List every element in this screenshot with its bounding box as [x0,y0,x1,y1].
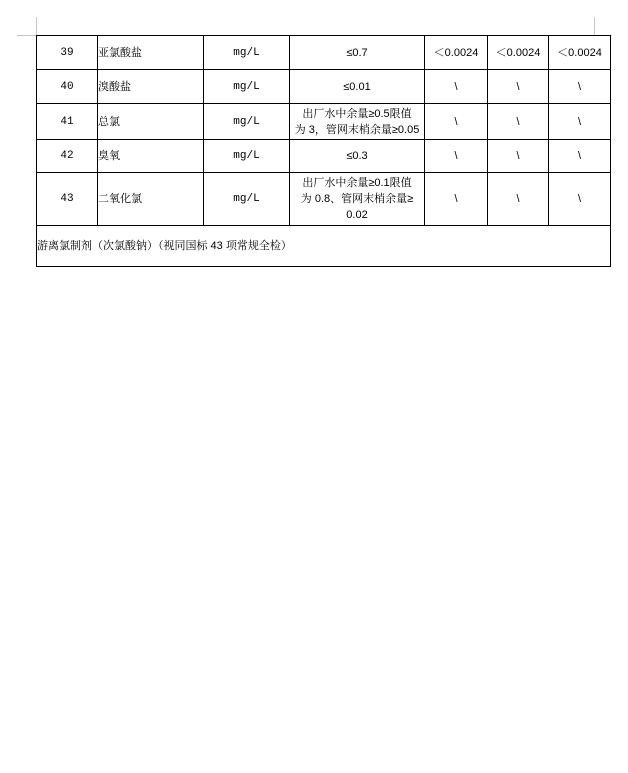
result-cell: ＜0.0024 [488,36,549,70]
item-number: 43 [37,173,98,226]
limit-line: ≤0.7 [346,46,368,59]
item-name: 总氯 [98,104,204,140]
item-unit: mg/L [204,36,290,70]
limit-line: 为 0.8、管网末梢余量≥ [300,193,414,205]
item-name: 二氧化氯 [98,173,204,226]
limit-line: 出厂水中余量≥0.1限值 [302,177,412,189]
item-limit [290,140,425,173]
result-cell: \ [425,104,488,140]
limit-line: ≤0.01 [343,80,371,93]
item-number: 40 [37,70,98,104]
result-cell: \ [425,70,488,104]
table-note-row [37,226,611,267]
item-unit: mg/L [204,70,290,104]
table-row [37,36,611,70]
item-name: 溴酸盐 [98,70,204,104]
table-row [37,104,611,140]
item-limit [290,70,425,104]
table-row [37,173,611,226]
limit-line: 出厂水中余量≥0.5限值 [302,107,412,120]
item-number: 39 [37,36,98,70]
crop-mark-top-left-horizontal [17,35,36,36]
item-limit [290,104,425,140]
result-cell: \ [549,104,611,140]
limit-line: ≤0.3 [346,150,368,162]
item-name: 亚氯酸盐 [98,36,204,70]
result-cell: \ [488,173,549,226]
item-number: 42 [37,140,98,173]
result-cell: \ [549,70,611,104]
result-cell: ＜0.0024 [549,36,611,70]
result-cell: \ [425,140,488,173]
item-limit [290,173,425,226]
item-unit: mg/L [204,173,290,226]
table-note: 游离氯制剂（次氯酸钠）（视同国标 43 项常规全检） [37,226,611,267]
crop-mark-top-left-vertical [36,17,37,35]
limit-line: 0.02 [346,209,368,221]
item-number: 41 [37,104,98,140]
table-row [37,70,611,104]
table-row [37,140,611,173]
item-limit [290,36,425,70]
result-cell: \ [488,104,549,140]
result-cell: \ [549,140,611,173]
crop-mark-top-right-vertical [594,17,595,35]
result-cell: \ [549,173,611,226]
result-cell: \ [425,173,488,226]
result-cell: ＜0.0024 [425,36,488,70]
result-cell: \ [488,140,549,173]
water-quality-table [36,35,611,267]
item-unit: mg/L [204,140,290,173]
limit-line: 为 3，管网末梢余量≥0.05 [294,123,420,136]
item-name: 臭氧 [98,140,204,173]
item-unit: mg/L [204,104,290,140]
result-cell: \ [488,70,549,104]
